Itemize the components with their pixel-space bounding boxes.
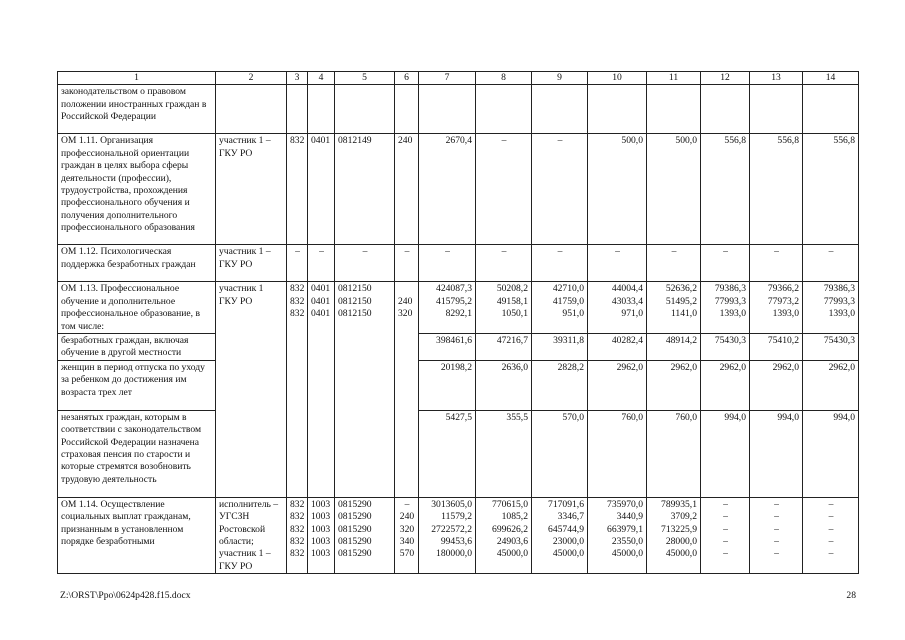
value-cell: 2962,0: [588, 360, 647, 410]
table-row: [58, 360, 859, 410]
col-header: 5: [335, 72, 395, 85]
responsible-cell: участник 1 ГКУ РО: [216, 282, 287, 497]
code-cell: 0401 0401 0401: [308, 282, 335, 497]
value-cell: –: [476, 134, 532, 245]
col-header: 3: [287, 72, 308, 85]
code-cell: –: [287, 245, 308, 282]
col-header: 13: [750, 72, 803, 85]
value-cell: 75410,2: [750, 334, 803, 361]
value-cell: –: [532, 245, 588, 282]
value-cell: –: [588, 245, 647, 282]
row-name-cell: незанятых граждан, которым в соответствии с законодательством Российской Федерации назначена страховая пенсия по старости и которые стремятся возобновить трудовую деятельность: [58, 410, 216, 497]
page-number: 28: [846, 590, 856, 601]
value-cell: 3013605,0 11579,2 2722572,2 99453,6 180000,0: [419, 497, 476, 573]
value-cell: 2828,2: [532, 360, 588, 410]
row-name-cell: женщин в период отпуска по уходу за ребенком до достижения им возраста трех лет: [58, 360, 216, 410]
row-name-cell: ОМ 1.13. Профессиональное обучение и дополнительное профессиональное образование, в том числе:: [58, 282, 216, 334]
value-cell: 44004,4 43033,4 971,0: [588, 282, 647, 334]
value-cell: 42710,0 41759,0 951,0: [532, 282, 588, 334]
value-cell: 2636,0: [476, 360, 532, 410]
value-cell: 79386,3 77993,3 1393,0: [803, 282, 859, 334]
code-cell: 0812149: [335, 134, 395, 245]
col-header: 1: [58, 72, 216, 85]
table-row: [58, 410, 859, 497]
value-cell: 50208,2 49158,1 1050,1: [476, 282, 532, 334]
row-name-cell: ОМ 1.14. Осуществление социальных выплат гражданам, признанным в установленном порядке безработными: [58, 497, 216, 573]
code-cell: 0401: [308, 134, 335, 245]
value-cell: 556,8: [701, 134, 750, 245]
value-cell: 2962,0: [750, 360, 803, 410]
value-cell: 994,0: [803, 410, 859, 497]
col-header: 4: [308, 72, 335, 85]
col-header: 8: [476, 72, 532, 85]
value-cell: 39311,8: [532, 334, 588, 361]
col-header: 7: [419, 72, 476, 85]
value-cell: 79366,2 77973,2 1393,0: [750, 282, 803, 334]
value-cell: –: [419, 245, 476, 282]
value-cell: 770615,0 1085,2 699626,2 24903,6 45000,0: [476, 497, 532, 573]
responsible-cell: участник 1 – ГКУ РО: [216, 134, 287, 245]
table-row: [58, 282, 859, 334]
col-header: 10: [588, 72, 647, 85]
table-header-row: [58, 72, 859, 85]
responsible-cell: исполнитель – УГСЗН Ростовской области; участник 1 – ГКУ РО: [216, 497, 287, 573]
row-name-cell: ОМ 1.12. Психологическая поддержка безработных граждан: [58, 245, 216, 282]
value-cell: –: [701, 245, 750, 282]
code-cell: 832: [287, 134, 308, 245]
row-name-cell: ОМ 1.11. Организация профессиональной ориентации граждан в целях выбора сферы деятельности (профессии), трудоустройства, прохождения профессионального обучения и получения дополнительного профессионального образования: [58, 134, 216, 245]
code-cell: – 240 320 340 570: [395, 497, 419, 573]
code-cell: 240: [395, 134, 419, 245]
value-cell: 760,0: [647, 410, 701, 497]
value-cell: 79386,3 77993,3 1393,0: [701, 282, 750, 334]
table-row: [58, 334, 859, 361]
value-cell: 75430,3: [701, 334, 750, 361]
code-cell: 832 832 832: [287, 282, 308, 497]
value-cell: 2962,0: [647, 360, 701, 410]
value-cell: 48914,2: [647, 334, 701, 361]
code-cell: –: [395, 245, 419, 282]
value-cell: 47216,7: [476, 334, 532, 361]
value-cell: 2962,0: [803, 360, 859, 410]
value-cell: – – – – –: [701, 497, 750, 573]
value-cell: 789935,1 3709,2 713225,9 28000,0 45000,0: [647, 497, 701, 573]
table-row: [58, 497, 859, 573]
value-cell: 735970,0 3440,9 663979,1 23550,0 45000,0: [588, 497, 647, 573]
value-cell: –: [476, 245, 532, 282]
code-cell: 832 832 832 832 832: [287, 497, 308, 573]
value-cell: –: [532, 134, 588, 245]
table-row: [58, 134, 859, 245]
value-cell: 760,0: [588, 410, 647, 497]
row-name-cell: безработных граждан, включая обучение в другой местности: [58, 334, 216, 361]
value-cell: –: [803, 245, 859, 282]
col-header: 2: [216, 72, 287, 85]
code-cell: –: [335, 245, 395, 282]
row-name-cell: законодательством о правовом положении иностранных граждан в Российской Федерации: [58, 85, 216, 134]
footer-file-path: Z:\ORST\Ppo\0624p428.f15.docx: [60, 590, 191, 601]
value-cell: 75430,3: [803, 334, 859, 361]
value-cell: 994,0: [701, 410, 750, 497]
value-cell: 424087,3 415795,2 8292,1: [419, 282, 476, 334]
code-cell: 1003 1003 1003 1003 1003: [308, 497, 335, 573]
value-cell: 20198,2: [419, 360, 476, 410]
value-cell: 500,0: [647, 134, 701, 245]
code-cell: 240 320: [395, 282, 419, 497]
value-cell: 556,8: [750, 134, 803, 245]
responsible-cell: участник 1 – ГКУ РО: [216, 245, 287, 282]
value-cell: –: [750, 245, 803, 282]
code-cell: –: [308, 245, 335, 282]
col-header: 14: [803, 72, 859, 85]
value-cell: 5427,5: [419, 410, 476, 497]
value-cell: 994,0: [750, 410, 803, 497]
value-cell: 52636,2 51495,2 1141,0: [647, 282, 701, 334]
value-cell: 40282,4: [588, 334, 647, 361]
col-header: 12: [701, 72, 750, 85]
code-cell: 0815290 0815290 0815290 0815290 0815290: [335, 497, 395, 573]
value-cell: 570,0: [532, 410, 588, 497]
value-cell: 2962,0: [701, 360, 750, 410]
value-cell: 500,0: [588, 134, 647, 245]
value-cell: – – – – –: [750, 497, 803, 573]
code-cell: 0812150 0812150 0812150: [335, 282, 395, 497]
value-cell: 556,8: [803, 134, 859, 245]
table-row: [58, 245, 859, 282]
col-header: 6: [395, 72, 419, 85]
program-table: [57, 71, 859, 574]
value-cell: 398461,6: [419, 334, 476, 361]
col-header: 11: [647, 72, 701, 85]
table-row: [58, 85, 859, 134]
value-cell: – – – – –: [803, 497, 859, 573]
value-cell: –: [647, 245, 701, 282]
value-cell: 355,5: [476, 410, 532, 497]
value-cell: 717091,6 3346,7 645744,9 23000,0 45000,0: [532, 497, 588, 573]
value-cell: 2670,4: [419, 134, 476, 245]
col-header: 9: [532, 72, 588, 85]
